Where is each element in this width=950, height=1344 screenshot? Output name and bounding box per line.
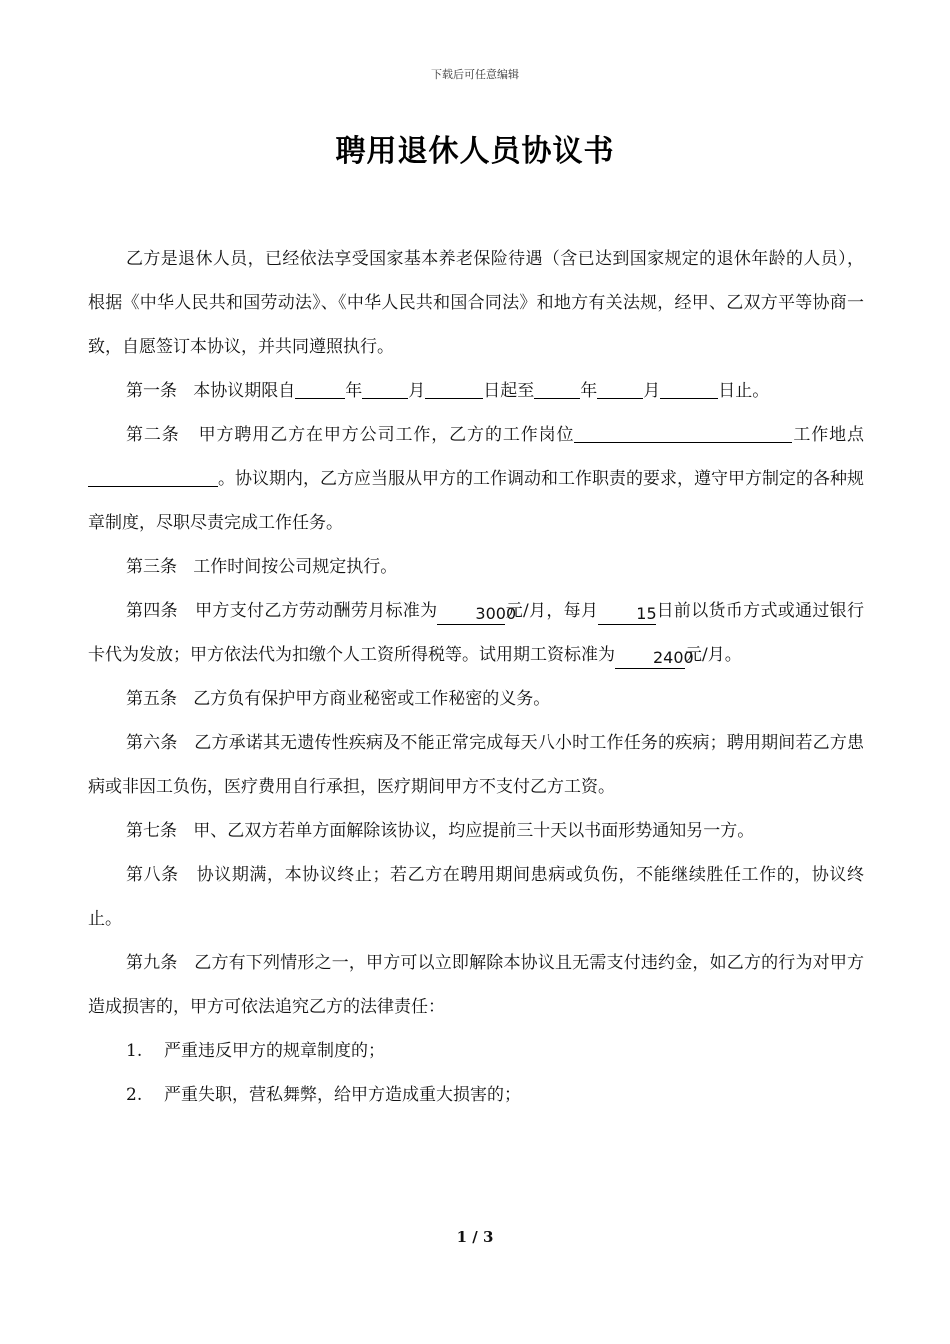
list-item-text: 严重失职，营私舞弊，给甲方造成重大损害的；	[164, 1085, 521, 1105]
article-1-text-4: 日起至	[483, 381, 535, 401]
article-8-label: 第八条	[126, 865, 179, 885]
job-position-blank[interactable]	[574, 422, 792, 443]
article-7-label: 第七条	[126, 821, 177, 841]
article-7	[88, 809, 864, 853]
start-month-blank[interactable]	[362, 378, 408, 399]
article-2-text-3: 。协议期内，乙方应当服从甲方的工作调动和工作职责的要求，遵守甲方制定的各种规章制度，尽职尽责完成工作任务。	[88, 469, 864, 533]
article-1-text-2: 年	[345, 381, 363, 401]
article-2-label: 第二条	[126, 425, 180, 445]
document-body	[88, 237, 864, 1117]
article-1-text-5: 年	[580, 381, 598, 401]
article-1-text-1: 本协议期限自	[193, 381, 296, 401]
article-1-label: 第一条	[126, 381, 177, 401]
article-4-text-4: 元/月。	[685, 645, 742, 665]
intro-paragraph: 乙方是退休人员，已经依法享受国家基本养老保险待遇（含已达到国家规定的退休年龄的人员），根据《中华人民共和国劳动法》、《中华人民共和国合同法》和地方有关法规，经甲、乙双方平等协商一致，自愿签订本协议，并共同遵照执行。	[88, 249, 864, 357]
list-item	[88, 1073, 864, 1117]
page-number: 1 / 3	[456, 1228, 494, 1246]
article-1-text-6: 月	[643, 381, 661, 401]
start-day-blank[interactable]	[425, 378, 483, 399]
article-1	[88, 369, 864, 413]
article-5	[88, 677, 864, 721]
article-4-label: 第四条	[126, 601, 178, 621]
article-8-text: 协议期满，本协议终止；若乙方在聘用期间患病或负伤，不能继续胜任工作的，协议终止。	[88, 865, 865, 929]
trial-salary-field[interactable]: 2400	[615, 648, 685, 669]
end-year-blank[interactable]	[534, 378, 580, 399]
article-1-text-3: 月	[408, 381, 426, 401]
end-day-blank[interactable]	[660, 378, 718, 399]
article-4-text-2: 元/月，每月	[505, 601, 599, 621]
document-title: 聘用退休人员协议书	[335, 134, 615, 169]
article-1-text-7: 日止。	[718, 381, 770, 401]
article-2	[88, 413, 864, 545]
article-9-label: 第九条	[126, 953, 178, 973]
article-4-text-1: 甲方支付乙方劳动酬劳月标准为	[195, 601, 438, 621]
article-7-text: 甲、乙双方若单方面解除该协议，均应提前三十天以书面形势通知另一方。	[193, 821, 755, 841]
article-5-text: 乙方负有保护甲方商业秘密或工作秘密的义务。	[193, 689, 551, 709]
article-8	[88, 853, 864, 941]
list-item-text: 严重违反甲方的规章制度的；	[164, 1041, 385, 1061]
article-4-text-3: 日前以货币方式或通过银行卡代为发放；甲方依法代为扣缴个人工资所得税等。试用期工资标准为	[88, 601, 865, 665]
header-note: 下载后可任意编辑	[431, 68, 519, 81]
list-item-number: 1.	[126, 1041, 143, 1061]
article-9-text: 乙方有下列情形之一，甲方可以立即解除本协议且无需支付违约金，如乙方的行为对甲方造成损害的，甲方可依法追究乙方的法律责任：	[88, 953, 864, 1017]
article-9	[88, 941, 864, 1029]
article-2-text-1: 甲方聘用乙方在甲方公司工作，乙方的工作岗位	[198, 425, 575, 445]
article-6	[88, 721, 864, 809]
article-3-label: 第三条	[126, 557, 177, 577]
monthly-salary-field[interactable]: 3000	[437, 604, 505, 625]
article-6-label: 第六条	[126, 733, 178, 753]
article-5-label: 第五条	[126, 689, 177, 709]
payday-field[interactable]: 15	[598, 604, 656, 625]
article-2-text-2: 工作地点	[792, 425, 865, 445]
work-location-blank[interactable]	[88, 466, 218, 487]
list-item-number: 2.	[126, 1085, 143, 1105]
end-month-blank[interactable]	[597, 378, 643, 399]
start-year-blank[interactable]	[295, 378, 345, 399]
article-3-text: 工作时间按公司规定执行。	[193, 557, 398, 577]
article-3	[88, 545, 864, 589]
article-4	[88, 589, 864, 677]
list-item	[88, 1029, 864, 1073]
article-6-text: 乙方承诺其无遗传性疾病及不能正常完成每天八小时工作任务的疾病；聘用期间若乙方患病或非因工负伤，医疗费用自行承担，医疗期间甲方不支付乙方工资。	[88, 733, 864, 797]
